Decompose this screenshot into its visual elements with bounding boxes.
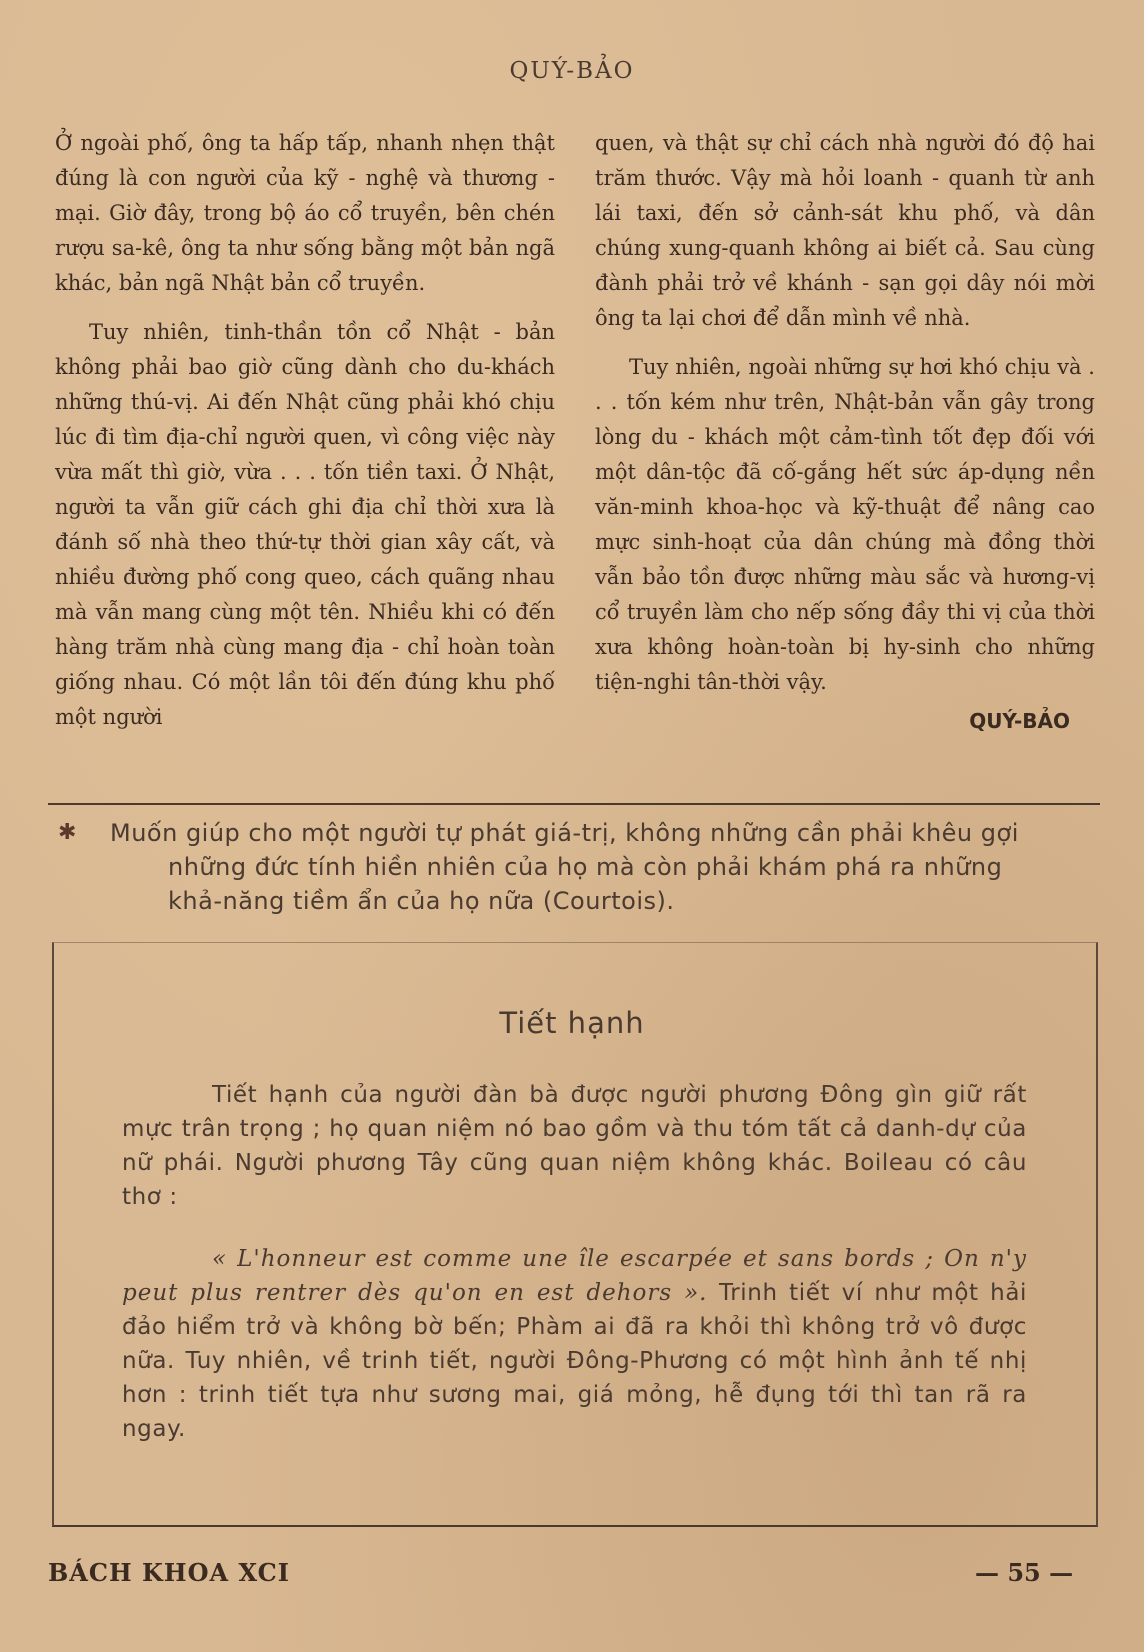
quote-line: những đức tính hiền nhiên của họ mà còn phải khám phá ra những [168, 853, 1003, 881]
article-paragraph: Tuy nhiên, ngoài những sự hơi khó chịu và . . . tốn kém như trên, Nhật-bản vẫn gây trong lòng du - khách một cảm-tình tốt đẹp đối với một dân-tộc đã cố-gắng hết sức áp-dụng nền văn-minh khoa-học và kỹ-thuật để nâng cao mực sinh-hoạt của dân chúng mà đồng thời vẫn bảo tồn được những màu sắc và hương-vị cổ truyền làm cho nếp sống đầy thi vị của thời xưa không hoàn-toàn bị hy-sinh cho những tiện-nghi tân-thời vậy. [595, 355, 1095, 694]
magazine-name: BÁCH KHOA XCI [48, 1558, 290, 1587]
page-number: — 55 — [975, 1558, 1074, 1587]
boxed-article-title: Tiết hạnh [499, 1006, 645, 1040]
article-paragraph: Ở ngoài phố, ông ta hấp tấp, nhanh nhẹn thật đúng là con người của kỹ - nghệ và thương - mại. Giờ đây, trong bộ áo cổ truyền, bên chén rượu sa-kê, ông ta như sống bằng một bản ngã khác, bản ngã Nhật bản cổ truyền. [55, 131, 555, 295]
author-signature: QUÝ-BẢO [969, 709, 1070, 733]
quote-block [58, 816, 1108, 918]
section-divider [48, 803, 1100, 805]
poem-translation: Trinh tiết ví như một hải đảo hiểm trở và không bờ bến; Phàm ai đã ra khỏi thì không trở vô được nữa. Tuy nhiên, về trinh tiết, người Đông-Phương có một hình ảnh tế nhị hơn : trinh tiết tựa như sương mai, giá mỏng, hễ đụng tới thì tan rã ra ngay. [122, 1280, 1027, 1442]
boxed-article-body [122, 1078, 1027, 1446]
boxed-paragraph: Tiết hạnh của người đàn bà được người phương Đông gìn giữ rất mực trân trọng ; họ quan niệm nó bao gồm và thu tóm tất cả danh-dự của nữ phái. Người phương Tây cũng quan niệm không khác. Boileau có câu thơ : [122, 1082, 1027, 1210]
quote-text [110, 816, 1108, 918]
boxed-poem-paragraph [122, 1242, 1027, 1446]
article-paragraph: Tuy nhiên, tinh-thần tồn cổ Nhật - bản không phải bao giờ cũng dành cho du-khách những thú-vị. Ai đến Nhật cũng phải khó chịu lúc đi tìm địa-chỉ người quen, vì công việc này vừa mất thì giờ, vừa . . . tốn tiền taxi. Ở Nhật, người ta vẫn giữ cách ghi địa chỉ thời xưa là đánh số nhà theo thứ-tự thời gian xây cất, và nhiều đường phố cong queo, cách quãng nhau mà vẫn mang cùng một tên. Nhiều khi có đến hàng trăm nhà cùng mang địa - chỉ hoàn toàn giống nhau. Có một lần tôi đến đúng khu phố một người [55, 320, 555, 729]
asterisk-icon: ✱ [58, 820, 77, 845]
french-poem-quote: « L'honneur est comme une île escarpée et sans bords ; On n'y peut plus rentrer dès qu'on en est dehors ». [122, 1246, 1027, 1306]
article-column-left [55, 126, 555, 735]
article-column-right [595, 126, 1095, 739]
article-paragraph: quen, và thật sự chỉ cách nhà người đó độ hai trăm thước. Vậy mà hỏi loanh - quanh từ anh lái taxi, đến sở cảnh-sát khu phố, và dân chúng xung-quanh không ai biết cả. Sau cùng đành phải trở về khánh - sạn gọi dây nói mời ông ta lại chơi để dẫn mình về nhà. [595, 131, 1095, 330]
page-header: QUÝ-BẢO [509, 58, 635, 84]
quote-line: khả-năng tiềm ẩn của họ nữa (Courtois). [168, 887, 675, 915]
quote-line: Muốn giúp cho một người tự phát giá-trị, không những cần phải khêu gợi [110, 819, 1019, 847]
